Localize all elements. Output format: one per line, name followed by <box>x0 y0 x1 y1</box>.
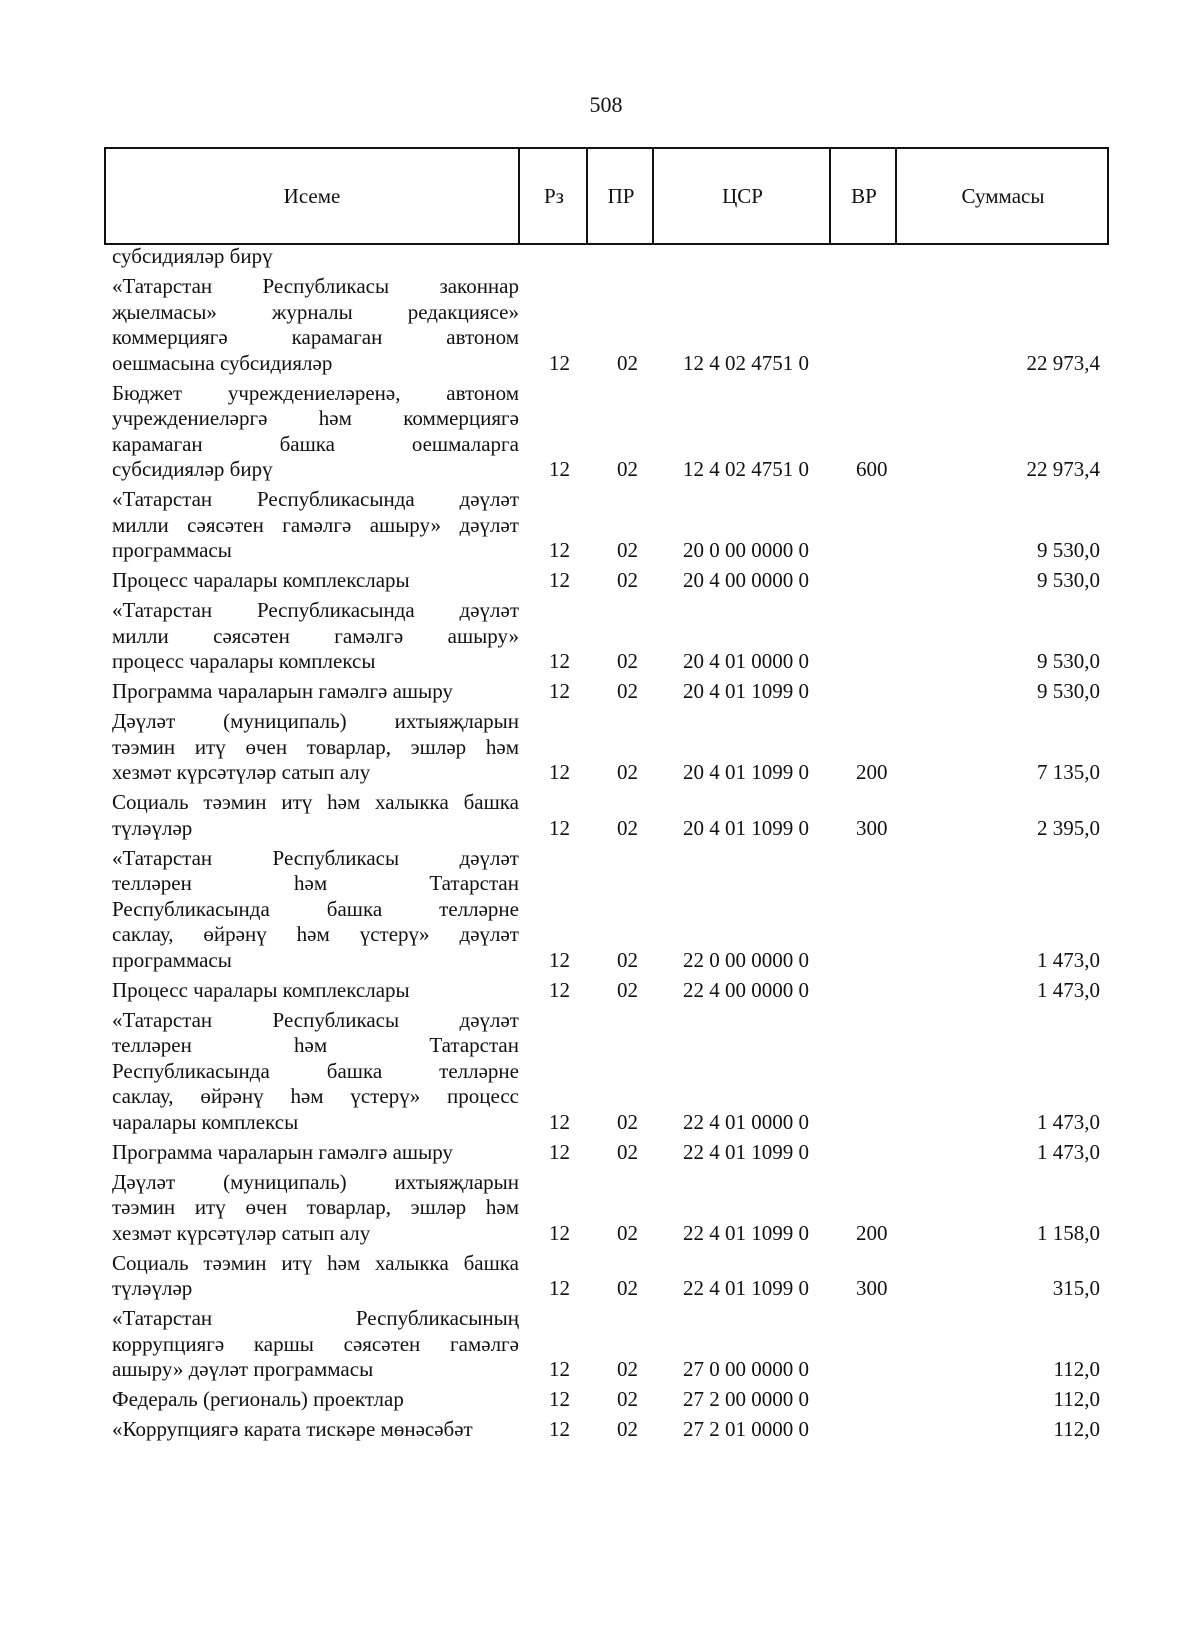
row-sum: 9 530,0 <box>1037 679 1100 703</box>
row-name <box>112 679 519 705</box>
table-row <box>0 1170 1200 1247</box>
row-rz: 12 <box>549 1357 570 1381</box>
row-pr: 02 <box>617 947 638 972</box>
row-csr: 20 4 01 1099 0 <box>683 815 809 840</box>
row-name <box>112 978 519 1004</box>
table-row <box>0 846 1200 974</box>
row-name-line: тәэмин итү өчен товарлар, эшләр һәм <box>112 1195 519 1219</box>
row-name-line: «Татарстан Республикасы дәүләт <box>112 845 519 870</box>
table-row <box>0 1140 1200 1166</box>
row-pr: 02 <box>617 815 638 840</box>
row-name-line: Социаль тәэмин итү һәм халыкка башка <box>112 790 519 814</box>
table-header <box>104 147 1109 245</box>
row-csr: 22 4 01 0000 0 <box>683 1109 809 1134</box>
table-row <box>0 487 1200 564</box>
row-pr: 02 <box>617 350 638 375</box>
row-rz: 12 <box>549 679 570 703</box>
row-name-line: программасы <box>112 947 232 972</box>
table-row <box>0 1251 1200 1302</box>
row-name-line: «Татарстан Республикасында дәүләт <box>112 487 519 511</box>
row-rz: 12 <box>549 1417 570 1441</box>
row-rz: 12 <box>549 538 570 562</box>
row-vr: 300 <box>856 1276 888 1300</box>
row-sum: 9 530,0 <box>1037 568 1100 592</box>
row-name-line: милли сәясәтен гамәлгә ашыру» <box>112 623 519 648</box>
row-sum: 112,0 <box>1053 1357 1100 1381</box>
row-name-line: Дәүләт (муниципаль) ихтыяҗларын <box>112 1169 519 1194</box>
row-name-line: җыелмасы» журналы редакциясе» <box>112 299 519 324</box>
row-name-line: ашыру» дәүләт программасы <box>112 1357 374 1381</box>
row-name-line: саклау, өйрәнү һәм үстерү» дәүләт <box>112 922 519 946</box>
row-pr: 02 <box>617 1220 638 1245</box>
table-row <box>0 790 1200 841</box>
row-name-line: Процесс чаралары комплекслары <box>112 977 410 1002</box>
row-pr: 02 <box>617 760 638 784</box>
row-name <box>112 244 519 270</box>
row-csr: 22 4 01 1099 0 <box>683 1220 809 1245</box>
row-csr: 22 4 01 1099 0 <box>683 1276 809 1300</box>
row-sum: 22 973,4 <box>1026 350 1100 375</box>
row-name <box>112 1306 519 1383</box>
row-pr: 02 <box>617 1387 638 1411</box>
row-name-line: Программа чараларын гамәлгә ашыру <box>112 679 453 703</box>
row-pr: 02 <box>617 1276 638 1300</box>
row-name-line: Программа чараларын гамәлгә ашыру <box>112 1139 453 1164</box>
row-name <box>112 846 519 974</box>
row-name <box>112 598 519 675</box>
row-name-line: программасы <box>112 538 232 562</box>
row-name <box>112 790 519 841</box>
row-name <box>112 1387 519 1413</box>
row-rz: 12 <box>549 1109 570 1134</box>
row-csr: 20 4 00 0000 0 <box>683 568 809 592</box>
row-rz: 12 <box>549 1387 570 1411</box>
row-name-line: «Коррупциягә карата тискәре мөнәсәбәт <box>112 1417 473 1441</box>
row-sum: 1 473,0 <box>1037 977 1100 1002</box>
row-name-line: Социаль тәэмин итү һәм халыкка башка <box>112 1250 519 1275</box>
table-row <box>0 679 1200 705</box>
row-pr: 02 <box>617 457 638 481</box>
row-rz: 12 <box>549 649 570 673</box>
row-name-line: Республикасында башка телләрне <box>112 1058 519 1083</box>
row-pr: 02 <box>617 568 638 592</box>
row-name-line: «Татарстан Республикасының <box>112 1306 519 1330</box>
row-name-line: милли сәясәтен гамәлгә ашыру» дәүләт <box>112 512 519 537</box>
row-name <box>112 1417 519 1443</box>
row-name-line: коммерциягә карамаган автоном <box>112 325 519 349</box>
row-csr: 22 0 00 0000 0 <box>683 947 809 972</box>
table-row <box>0 1387 1200 1413</box>
row-csr: 27 2 00 0000 0 <box>683 1387 809 1411</box>
header-csr: ЦСР <box>652 149 831 243</box>
row-pr: 02 <box>617 1109 638 1134</box>
row-name-line: процесс чаралары комплексы <box>112 649 376 673</box>
row-name-line: Бюджет учреждениеләренә, автоном <box>112 380 519 405</box>
row-csr: 20 4 01 1099 0 <box>683 679 809 703</box>
row-name <box>112 568 519 594</box>
row-pr: 02 <box>617 538 638 562</box>
table-row <box>0 1306 1200 1383</box>
row-rz: 12 <box>549 815 570 840</box>
row-name-line: «Татарстан Республикасында дәүләт <box>112 598 519 622</box>
row-sum: 315,0 <box>1052 1276 1100 1300</box>
row-sum: 1 473,0 <box>1037 1139 1100 1164</box>
row-name-line: коррупциягә каршы сәясәтен гамәлгә <box>112 1331 519 1356</box>
row-name <box>112 487 519 564</box>
row-name <box>112 1140 519 1166</box>
row-name <box>112 274 519 376</box>
row-csr: 12 4 02 4751 0 <box>683 350 809 375</box>
row-sum: 112,0 <box>1053 1417 1100 1441</box>
row-rz: 12 <box>549 457 570 481</box>
row-name-line: телләрен һәм Татарстан <box>112 1033 519 1057</box>
row-name-line: оешмасына субсидияләр <box>112 350 333 375</box>
row-rz: 12 <box>549 1276 570 1300</box>
row-rz: 12 <box>549 1139 570 1164</box>
row-name-line: Процесс чаралары комплекслары <box>112 568 410 592</box>
row-rz: 12 <box>549 350 570 375</box>
row-vr: 600 <box>856 457 888 481</box>
row-name-line: учреждениеләргә һәм коммерциягә <box>112 406 519 430</box>
row-sum: 112,0 <box>1053 1387 1100 1411</box>
row-name <box>112 1170 519 1247</box>
table-row <box>0 709 1200 786</box>
row-name-line: хезмәт күрсәтүләр сатып алу <box>112 1220 371 1245</box>
page-number: 508 <box>589 92 623 117</box>
row-pr: 02 <box>617 1417 638 1441</box>
row-name-line: «Татарстан Республикасы законнар <box>112 274 519 298</box>
header-vr: ВР <box>829 149 897 243</box>
row-rz: 12 <box>549 947 570 972</box>
table-row <box>0 1417 1200 1443</box>
header-name: Исеме <box>283 183 341 208</box>
row-vr: 200 <box>856 760 888 784</box>
table-row <box>0 244 1200 270</box>
row-pr: 02 <box>617 1139 638 1164</box>
row-sum: 1 473,0 <box>1037 947 1100 972</box>
row-name-line: тәэмин итү өчен товарлар, эшләр һәм <box>112 734 519 759</box>
row-sum: 9 530,0 <box>1037 538 1100 562</box>
table-row <box>0 381 1200 483</box>
row-name <box>112 709 519 786</box>
table-row <box>0 1008 1200 1136</box>
row-name-line: түләүләр <box>112 815 193 840</box>
row-name-line: түләүләр <box>112 1276 193 1300</box>
row-name <box>112 1251 519 1302</box>
row-sum: 9 530,0 <box>1037 649 1100 673</box>
row-csr: 22 4 00 0000 0 <box>683 977 809 1002</box>
row-pr: 02 <box>617 649 638 673</box>
row-name-line: «Татарстан Республикасы дәүләт <box>112 1007 519 1032</box>
table-row <box>0 598 1200 675</box>
row-name-line: карамаган башка оешмаларга <box>112 431 519 456</box>
row-csr: 20 0 00 0000 0 <box>683 538 809 562</box>
row-csr: 27 2 01 0000 0 <box>683 1417 809 1441</box>
row-csr: 12 4 02 4751 0 <box>683 457 809 481</box>
row-rz: 12 <box>549 1220 570 1245</box>
row-csr: 22 4 01 1099 0 <box>683 1139 809 1164</box>
table-row <box>0 568 1200 594</box>
row-sum: 7 135,0 <box>1037 760 1100 784</box>
header-pr: ПР <box>586 149 654 243</box>
row-csr: 27 0 00 0000 0 <box>683 1357 809 1381</box>
row-name-line: саклау, өйрәнү һәм үстерү» процесс <box>112 1084 519 1108</box>
row-rz: 12 <box>549 568 570 592</box>
row-pr: 02 <box>617 679 638 703</box>
row-pr: 02 <box>617 1357 638 1381</box>
row-name-line: Республикасында башка телләрне <box>112 896 519 921</box>
row-csr: 20 4 01 0000 0 <box>683 649 809 673</box>
row-vr: 300 <box>856 815 888 840</box>
row-sum: 22 973,4 <box>1026 457 1100 481</box>
row-name-line: чаралары комплексы <box>112 1109 299 1134</box>
row-rz: 12 <box>549 760 570 784</box>
header-sum: Суммасы <box>895 149 1109 243</box>
row-sum: 2 395,0 <box>1037 815 1100 840</box>
row-name <box>112 1008 519 1136</box>
table-row <box>0 978 1200 1004</box>
row-name-line: хезмәт күрсәтүләр сатып алу <box>112 760 371 784</box>
row-name-line: Дәүләт (муниципаль) ихтыяҗларын <box>112 709 519 733</box>
row-name-line: телләрен һәм Татарстан <box>112 871 519 895</box>
row-sum: 1 158,0 <box>1037 1220 1100 1245</box>
header-rz: Рз <box>518 149 588 243</box>
row-name-line: субсидияләр бирү <box>112 457 273 481</box>
row-vr: 200 <box>856 1220 888 1245</box>
table-row <box>0 274 1200 376</box>
row-rz: 12 <box>549 977 570 1002</box>
row-name-line: Федераль (региональ) проектлар <box>112 1387 404 1411</box>
row-sum: 1 473,0 <box>1037 1109 1100 1134</box>
row-csr: 20 4 01 1099 0 <box>683 760 809 784</box>
row-name-line: субсидияләр бирү <box>112 244 273 268</box>
row-pr: 02 <box>617 977 638 1002</box>
row-name <box>112 381 519 483</box>
